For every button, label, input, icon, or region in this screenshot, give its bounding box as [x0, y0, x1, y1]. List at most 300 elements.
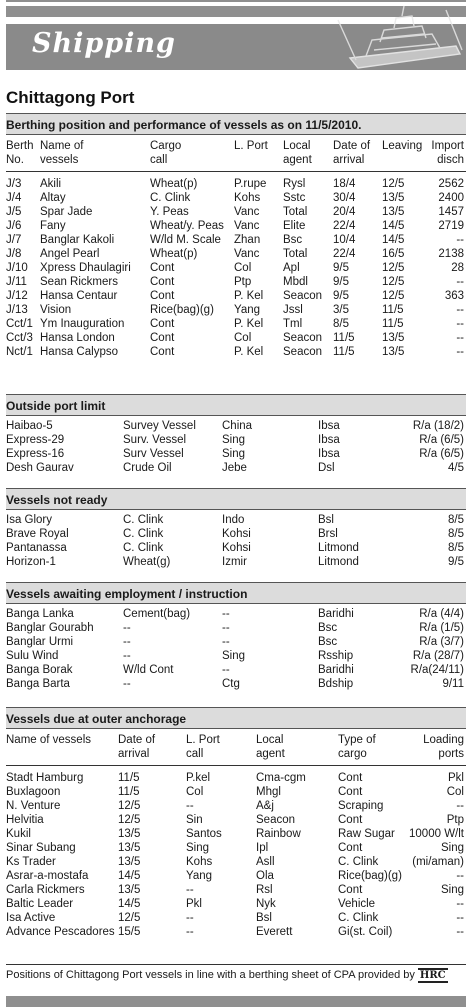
- table-cell: Kohs: [234, 192, 261, 204]
- table-cell: 2138: [438, 248, 464, 260]
- table-cell: 12/5: [382, 276, 405, 288]
- table-row: [6, 813, 466, 827]
- outside-heading: Outside port limit: [6, 394, 466, 416]
- table-cell: --: [186, 912, 194, 924]
- col-date-2: arrival: [333, 154, 365, 166]
- table-cell: 13/5: [382, 332, 405, 344]
- table-row: [6, 649, 466, 663]
- table-cell: Bsc: [283, 234, 303, 246]
- table-cell: Jebe: [222, 462, 247, 474]
- col-due-ports-1: Loading: [423, 734, 464, 746]
- table-cell: R/a (28/7): [412, 650, 464, 662]
- table-cell: J/8: [6, 248, 22, 260]
- table-cell: 11/5: [333, 332, 355, 344]
- table-cell: Mhgl: [256, 786, 281, 798]
- table-cell: 4/5: [448, 462, 464, 474]
- table-cell: 12/5: [382, 262, 405, 274]
- table-cell: Cont: [338, 842, 363, 854]
- col-import-1: Import: [431, 140, 464, 152]
- table-row: [6, 541, 466, 555]
- table-cell: Vanc: [234, 248, 260, 260]
- table-cell: R/a(24/11): [410, 664, 464, 676]
- table-row: [6, 785, 466, 799]
- table-cell: Horizon-1: [6, 556, 56, 568]
- table-cell: Raw Sugar: [338, 828, 395, 840]
- table-cell: R/a (4/4): [419, 608, 464, 620]
- table-cell: --: [222, 608, 230, 620]
- table-row: [6, 219, 466, 233]
- table-cell: Bsc: [318, 636, 338, 648]
- table-cell: Izmir: [222, 556, 247, 568]
- table-cell: R/a (18/2): [412, 420, 464, 432]
- table-row: [6, 331, 466, 345]
- table-cell: Banga Barta: [6, 678, 70, 690]
- table-cell: P. Kel: [234, 346, 264, 358]
- col-lport: L. Port: [234, 140, 268, 152]
- table-row: [6, 607, 466, 621]
- col-cargo-1: Cargo: [150, 140, 182, 152]
- notready-heading: Vessels not ready: [6, 488, 466, 510]
- table-cell: 363: [444, 290, 464, 302]
- table-cell: Advance Pescadores: [6, 926, 115, 938]
- footer-divider: [6, 964, 466, 965]
- table-cell: Sinar Subang: [6, 842, 76, 854]
- table-cell: Wheat/y. Peas: [150, 220, 224, 232]
- table-cell: Cont: [150, 318, 175, 330]
- table-cell: 30/4: [333, 192, 356, 204]
- col-import-2: disch: [437, 154, 464, 166]
- table-cell: Banga Borak: [6, 664, 73, 676]
- table-cell: --: [222, 664, 230, 676]
- table-row: [6, 869, 466, 883]
- table-cell: Brave Royal: [6, 528, 69, 540]
- table-cell: Xpress Dhaulagiri: [40, 262, 131, 274]
- table-row: [6, 233, 466, 247]
- berthing-heading: Berthing position and performance of vessels as on 11/5/2010.: [6, 113, 466, 135]
- table-cell: Cont: [150, 290, 175, 302]
- table-cell: Rice(bag)(g): [338, 870, 402, 882]
- table-row: [6, 191, 466, 205]
- table-cell: --: [186, 926, 194, 938]
- table-cell: Rsl: [256, 884, 273, 896]
- col-cargo-2: call: [150, 154, 168, 166]
- table-cell: J/5: [6, 206, 22, 218]
- table-cell: --: [123, 636, 131, 648]
- table-cell: Desh Gaurav: [6, 462, 74, 474]
- table-cell: Vanc: [234, 206, 260, 218]
- table-cell: J/3: [6, 178, 22, 190]
- table-cell: --: [123, 678, 131, 690]
- table-row: [6, 911, 466, 925]
- table-cell: Ibsa: [318, 434, 340, 446]
- col-due-agent-2: agent: [256, 748, 285, 760]
- table-cell: Isa Active: [6, 912, 56, 924]
- table-cell: Cont: [150, 262, 175, 274]
- table-cell: C. Clink: [150, 192, 191, 204]
- hrc-logo: HRC: [419, 970, 446, 981]
- table-row: [6, 177, 466, 191]
- table-cell: Sstc: [283, 192, 306, 204]
- table-cell: Banglar Gourabh: [6, 622, 94, 634]
- table-cell: W/ld Cont: [123, 664, 174, 676]
- table-cell: 11/5: [382, 318, 404, 330]
- table-cell: Vanc: [234, 220, 260, 232]
- awaiting-heading: Vessels awaiting employment / instruction: [6, 582, 466, 604]
- table-row: [6, 883, 466, 897]
- table-cell: Ctg: [222, 678, 240, 690]
- table-cell: 9/5: [333, 276, 349, 288]
- table-row: [6, 513, 466, 527]
- table-cell: Ks Trader: [6, 856, 56, 868]
- table-cell: 20/4: [333, 206, 356, 218]
- table-cell: 11/5: [118, 786, 140, 798]
- table-cell: Kukil: [6, 828, 31, 840]
- col-due-name: Name of vessels: [6, 734, 92, 746]
- table-row: [6, 799, 466, 813]
- table-cell: R/a (6/5): [419, 448, 464, 460]
- table-cell: 13/5: [118, 842, 141, 854]
- table-cell: 15/5: [118, 926, 141, 938]
- table-cell: 10/4: [333, 234, 356, 246]
- table-cell: 8/5: [448, 514, 464, 526]
- table-cell: Kohsi: [222, 542, 251, 554]
- table-cell: (mi/aman): [412, 856, 464, 868]
- table-cell: Haibao-5: [6, 420, 53, 432]
- table-cell: --: [186, 884, 194, 896]
- table-cell: 12/5: [382, 178, 405, 190]
- table-cell: --: [123, 650, 131, 662]
- col-leaving: Leaving: [382, 140, 423, 152]
- table-cell: Cont: [338, 772, 363, 784]
- table-cell: 11/5: [382, 304, 404, 316]
- table-row: [6, 771, 466, 785]
- table-cell: Express-29: [6, 434, 65, 446]
- table-cell: Angel Pearl: [40, 248, 100, 260]
- table-cell: 16/5: [382, 248, 405, 260]
- table-cell: Bsl: [318, 514, 334, 526]
- table-cell: R/a (1/5): [419, 622, 464, 634]
- table-cell: 14/5: [118, 870, 141, 882]
- table-cell: Seacon: [283, 332, 323, 344]
- table-row: [6, 663, 466, 677]
- table-cell: 8/5: [448, 542, 464, 554]
- table-cell: C. Clink: [338, 856, 379, 868]
- table-cell: Ptp: [234, 276, 252, 288]
- due-divider: [6, 765, 466, 766]
- table-cell: --: [456, 332, 464, 344]
- table-cell: J/10: [6, 262, 28, 274]
- section-title: Shipping: [32, 28, 176, 59]
- table-cell: Cement(bag): [123, 608, 191, 620]
- table-cell: Cont: [338, 786, 363, 798]
- table-cell: Pkl: [186, 898, 202, 910]
- table-row: [6, 447, 466, 461]
- col-due-agent-1: Local: [256, 734, 284, 746]
- table-cell: Indo: [222, 514, 245, 526]
- table-cell: J/11: [6, 276, 27, 288]
- table-cell: Kohs: [186, 856, 213, 868]
- table-cell: 11/5: [118, 772, 140, 784]
- table-cell: Col: [234, 332, 252, 344]
- table-cell: 11/5: [333, 346, 355, 358]
- table-cell: 2719: [438, 220, 464, 232]
- table-cell: Scraping: [338, 800, 384, 812]
- table-cell: 22/4: [333, 248, 356, 260]
- table-cell: Litmond: [318, 556, 359, 568]
- table-cell: 12/5: [382, 290, 405, 302]
- table-cell: Nct/1: [6, 346, 33, 358]
- table-cell: Yang: [186, 870, 213, 882]
- col-due-date-1: Date of: [118, 734, 156, 746]
- ship-icon: [336, 0, 466, 74]
- page-header: [0, 0, 466, 74]
- table-cell: Asrar-a-mostafa: [6, 870, 89, 882]
- table-cell: Seacon: [256, 814, 296, 826]
- table-cell: Bsc: [318, 622, 338, 634]
- footer-note: [6, 969, 466, 981]
- table-cell: Cma-cgm: [256, 772, 306, 784]
- table-cell: Sing: [222, 434, 246, 446]
- table-cell: Sean Rickmers: [40, 276, 118, 288]
- table-cell: 13/5: [118, 856, 141, 868]
- table-cell: Hansa Calypso: [40, 346, 118, 358]
- table-cell: R/a (3/7): [419, 636, 464, 648]
- table-cell: Ola: [256, 870, 274, 882]
- table-cell: Ptp: [446, 814, 464, 826]
- col-name-2: vessels: [40, 154, 79, 166]
- table-cell: Spar Jade: [40, 206, 93, 218]
- table-cell: C. Clink: [123, 514, 164, 526]
- table-cell: Surv Vessel: [123, 448, 184, 460]
- table-cell: Wheat(p): [150, 248, 198, 260]
- table-cell: Col: [234, 262, 252, 274]
- table-row: [6, 303, 466, 317]
- table-cell: Seacon: [283, 346, 323, 358]
- table-cell: Wheat(p): [150, 178, 198, 190]
- table-cell: Baridhi: [318, 664, 354, 676]
- col-due-lport-2: call: [186, 748, 204, 760]
- berthing-column-headers: [6, 139, 466, 169]
- table-cell: Rysl: [283, 178, 306, 190]
- table-cell: --: [123, 622, 131, 634]
- table-cell: Baridhi: [318, 608, 354, 620]
- table-cell: 12/5: [118, 800, 141, 812]
- table-cell: --: [222, 622, 230, 634]
- table-cell: 8/5: [448, 528, 464, 540]
- table-cell: Everett: [256, 926, 293, 938]
- footer-text: Positions of Chittagong Port vessels in line with a berthing sheet of CPA provided by: [6, 969, 415, 981]
- table-cell: Altay: [40, 192, 66, 204]
- col-agent-2: agent: [283, 154, 312, 166]
- table-cell: Col: [446, 786, 464, 798]
- due-heading: Vessels due at outer anchorage: [6, 707, 466, 729]
- table-cell: 12/5: [118, 814, 141, 826]
- table-cell: 13/5: [118, 884, 141, 896]
- table-cell: C. Clink: [123, 542, 164, 554]
- table-cell: J/4: [6, 192, 22, 204]
- table-cell: P.rupe: [234, 178, 267, 190]
- table-cell: 9/5: [333, 290, 349, 302]
- table-cell: --: [456, 346, 464, 358]
- table-cell: Sing: [222, 448, 246, 460]
- col-berth-1: Berth: [6, 140, 34, 152]
- table-cell: --: [456, 912, 464, 924]
- table-cell: Cont: [150, 332, 175, 344]
- table-cell: Sing: [222, 650, 246, 662]
- col-name-1: Name of: [40, 140, 84, 152]
- table-cell: --: [186, 800, 194, 812]
- table-cell: --: [456, 234, 464, 246]
- table-row: [6, 527, 466, 541]
- table-cell: 2400: [438, 192, 464, 204]
- due-column-headers: [6, 733, 466, 763]
- table-cell: Elite: [283, 220, 306, 232]
- table-cell: Rainbow: [256, 828, 301, 840]
- table-cell: Baltic Leader: [6, 898, 74, 910]
- table-row: [6, 841, 466, 855]
- table-cell: 14/5: [382, 220, 405, 232]
- table-row: [6, 635, 466, 649]
- table-cell: --: [456, 800, 464, 812]
- table-cell: Jssl: [283, 304, 303, 316]
- table-cell: Stadt Hamburg: [6, 772, 84, 784]
- table-cell: Sin: [186, 814, 203, 826]
- table-cell: Express-16: [6, 448, 65, 460]
- col-date-1: Date of: [333, 140, 371, 152]
- table-cell: J/6: [6, 220, 22, 232]
- table-cell: Buxlagoon: [6, 786, 61, 798]
- table-cell: Crude Oil: [123, 462, 172, 474]
- table-cell: Pkl: [448, 772, 464, 784]
- table-cell: Col: [186, 786, 204, 798]
- col-due-lport-1: L. Port: [186, 734, 220, 746]
- table-cell: Nyk: [256, 898, 276, 910]
- table-cell: --: [456, 304, 464, 316]
- table-cell: Total: [283, 206, 308, 218]
- table-cell: Cont: [338, 814, 363, 826]
- table-cell: Ym Inauguration: [40, 318, 125, 330]
- table-row: [6, 289, 466, 303]
- table-cell: Wheat(g): [123, 556, 171, 568]
- table-row: [6, 261, 466, 275]
- table-cell: Cont: [150, 276, 175, 288]
- table-cell: --: [456, 318, 464, 330]
- table-cell: Zhan: [234, 234, 261, 246]
- table-cell: Litmond: [318, 542, 359, 554]
- table-row: [6, 317, 466, 331]
- table-cell: W/ld M. Scale: [150, 234, 221, 246]
- table-cell: Bdship: [318, 678, 354, 690]
- table-row: [6, 677, 466, 691]
- table-cell: --: [456, 870, 464, 882]
- table-cell: Sing: [440, 842, 464, 854]
- table-cell: Ipl: [256, 842, 269, 854]
- table-cell: 9/5: [448, 556, 464, 568]
- table-cell: Isa Glory: [6, 514, 53, 526]
- table-cell: China: [222, 420, 253, 432]
- table-cell: Bsl: [256, 912, 272, 924]
- col-due-cargo-2: cargo: [338, 748, 367, 760]
- berthing-divider: [6, 171, 466, 172]
- table-cell: 13/5: [382, 206, 405, 218]
- col-berth-2: No.: [6, 154, 24, 166]
- port-title: Chittagong Port: [6, 88, 135, 107]
- table-cell: Ibsa: [318, 420, 340, 432]
- table-cell: Surv. Vessel: [123, 434, 187, 446]
- table-cell: Seacon: [283, 290, 323, 302]
- table-cell: Sing: [186, 842, 210, 854]
- table-cell: 18/4: [333, 178, 356, 190]
- table-row: [6, 925, 466, 939]
- table-cell: Vehicle: [338, 898, 376, 910]
- table-cell: --: [456, 926, 464, 938]
- table-cell: 9/11: [442, 678, 464, 690]
- table-cell: R/a (6/5): [419, 434, 464, 446]
- table-cell: N. Venture: [6, 800, 61, 812]
- table-cell: Sulu Wind: [6, 650, 59, 662]
- table-cell: Hansa Centaur: [40, 290, 118, 302]
- table-cell: Brsl: [318, 528, 338, 540]
- table-cell: 13/5: [382, 192, 405, 204]
- bottom-stripe: [6, 996, 466, 1007]
- table-cell: Yang: [234, 304, 261, 316]
- table-cell: 13/5: [382, 346, 405, 358]
- table-row: [6, 621, 466, 635]
- table-cell: 3/5: [333, 304, 349, 316]
- table-cell: Rice(bag)(g): [150, 304, 214, 316]
- table-cell: Ibsa: [318, 448, 340, 460]
- table-cell: Survey Vessel: [123, 420, 196, 432]
- table-row: [6, 345, 466, 359]
- table-cell: A&j: [256, 800, 274, 812]
- table-cell: C. Clink: [338, 912, 379, 924]
- table-cell: J/12: [6, 290, 28, 302]
- table-cell: Cont: [338, 884, 363, 896]
- table-row: [6, 827, 466, 841]
- table-cell: Asll: [256, 856, 275, 868]
- table-cell: 14/5: [118, 898, 141, 910]
- table-cell: 8/5: [333, 318, 349, 330]
- table-cell: Banga Lanka: [6, 608, 74, 620]
- table-cell: Fany: [40, 220, 66, 232]
- table-cell: P. Kel: [234, 318, 264, 330]
- table-cell: Santos: [186, 828, 222, 840]
- table-cell: Hansa London: [40, 332, 115, 344]
- table-cell: Mbdl: [283, 276, 308, 288]
- table-cell: Tml: [283, 318, 303, 330]
- table-cell: 2562: [438, 178, 464, 190]
- table-cell: Cct/1: [6, 318, 33, 330]
- table-cell: Kohsi: [222, 528, 251, 540]
- table-cell: Cct/3: [6, 332, 33, 344]
- table-cell: Y. Peas: [150, 206, 189, 218]
- table-row: [6, 419, 466, 433]
- col-due-date-2: arrival: [118, 748, 150, 760]
- table-cell: 22/4: [333, 220, 356, 232]
- table-cell: 9/5: [333, 262, 349, 274]
- table-row: [6, 247, 466, 261]
- table-cell: Total: [283, 248, 308, 260]
- table-cell: --: [456, 276, 464, 288]
- table-row: [6, 897, 466, 911]
- table-cell: Apl: [283, 262, 300, 274]
- table-cell: Carla Rickmers: [6, 884, 85, 896]
- table-cell: Cont: [150, 346, 175, 358]
- table-cell: 13/5: [118, 828, 141, 840]
- table-cell: Gi(st. Coil): [338, 926, 393, 938]
- table-cell: 14/5: [382, 234, 405, 246]
- table-cell: J/7: [6, 234, 22, 246]
